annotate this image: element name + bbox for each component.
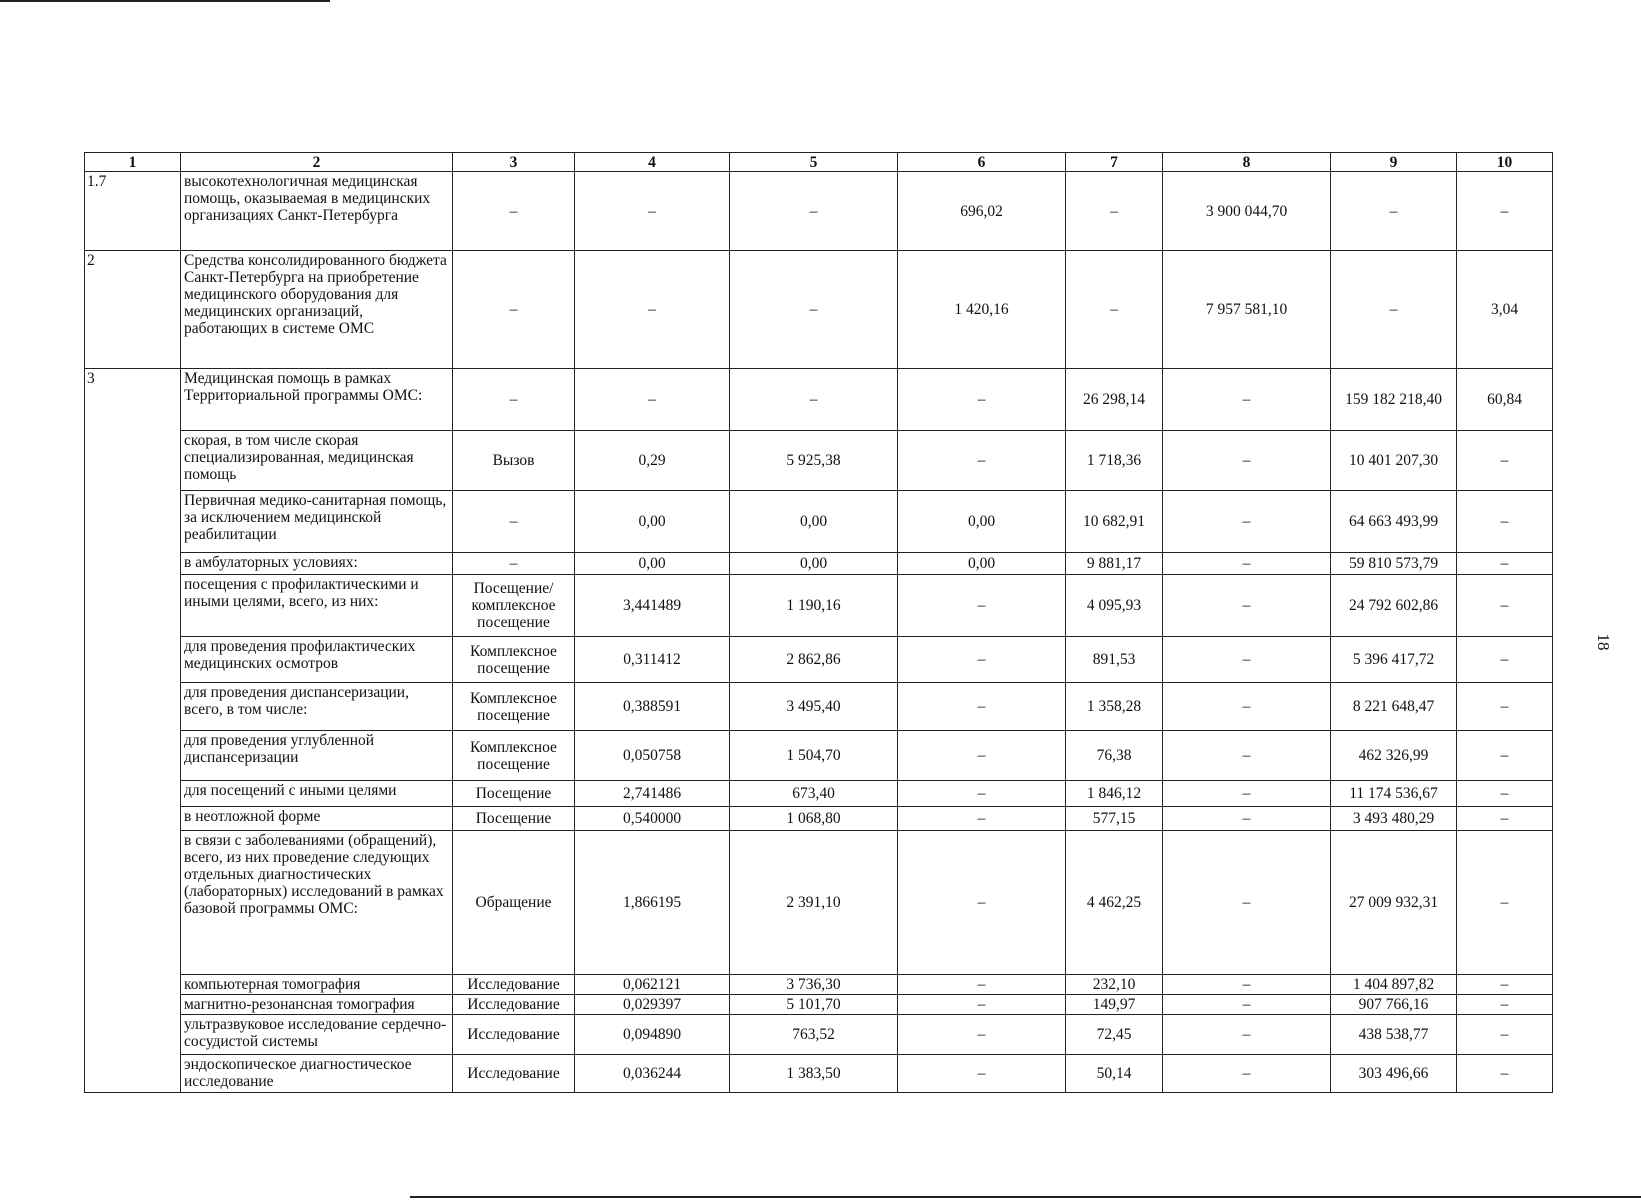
value-cell-10: – xyxy=(1457,553,1553,575)
value-cell-9: 59 810 573,79 xyxy=(1331,553,1457,575)
value-cell-8: – xyxy=(1163,637,1331,683)
value-cell-3: Посещение xyxy=(453,781,575,807)
row-name-cell: скорая, в том числе скорая специализированная, медицинская помощь xyxy=(181,431,453,491)
value-cell-4: 2,741486 xyxy=(575,781,730,807)
value-cell-9: 27 009 932,31 xyxy=(1331,831,1457,975)
value-cell-6: – xyxy=(898,637,1066,683)
value-cell-6: – xyxy=(898,975,1066,995)
value-cell-7: 1 718,36 xyxy=(1066,431,1163,491)
value-cell-8: – xyxy=(1163,831,1331,975)
header-cell-1: 1 xyxy=(85,153,181,172)
value-cell-10: – xyxy=(1457,807,1553,831)
value-cell-10: – xyxy=(1457,975,1553,995)
value-cell-4: 0,29 xyxy=(575,431,730,491)
value-cell-8: – xyxy=(1163,431,1331,491)
value-cell-5: 0,00 xyxy=(730,553,898,575)
value-cell-6: 0,00 xyxy=(898,491,1066,553)
row-name-cell: посещения с профилактическими и иными целями, всего, из них: xyxy=(181,575,453,637)
scan-edge-bottom xyxy=(410,1196,1641,1198)
value-cell-10: – xyxy=(1457,575,1553,637)
table-row xyxy=(85,995,1553,1015)
header-cell-7: 7 xyxy=(1066,153,1163,172)
value-cell-5: 2 391,10 xyxy=(730,831,898,975)
value-cell-6: – xyxy=(898,995,1066,1015)
value-cell-9: 10 401 207,30 xyxy=(1331,431,1457,491)
value-cell-9: 5 396 417,72 xyxy=(1331,637,1457,683)
row-name-cell: магнитно-резонансная томография xyxy=(181,995,453,1015)
value-cell-5: 3 495,40 xyxy=(730,683,898,731)
value-cell-3: Исследование xyxy=(453,1015,575,1055)
value-cell-9: 11 174 536,67 xyxy=(1331,781,1457,807)
row-name-cell: в неотложной форме xyxy=(181,807,453,831)
row-number-cell: 2 xyxy=(85,251,181,369)
value-cell-7: – xyxy=(1066,172,1163,251)
header-cell-5: 5 xyxy=(730,153,898,172)
value-cell-10: – xyxy=(1457,781,1553,807)
row-name-cell: Первичная медико-санитарная помощь, за исключением медицинской реабилитации xyxy=(181,491,453,553)
value-cell-9: 438 538,77 xyxy=(1331,1015,1457,1055)
value-cell-3: Комплексное посещение xyxy=(453,637,575,683)
value-cell-6: – xyxy=(898,369,1066,431)
value-cell-8: – xyxy=(1163,781,1331,807)
value-cell-4: 0,388591 xyxy=(575,683,730,731)
table-row xyxy=(85,683,1553,731)
value-cell-4: 0,540000 xyxy=(575,807,730,831)
value-cell-10: – xyxy=(1457,683,1553,731)
table-row xyxy=(85,251,1553,369)
value-cell-7: 1 846,12 xyxy=(1066,781,1163,807)
value-cell-8: – xyxy=(1163,975,1331,995)
value-cell-5: 1 068,80 xyxy=(730,807,898,831)
value-cell-8: – xyxy=(1163,995,1331,1015)
value-cell-3: – xyxy=(453,553,575,575)
value-cell-10: – xyxy=(1457,995,1553,1015)
table-row xyxy=(85,975,1553,995)
row-name-cell: Средства консолидированного бюджета Санкт-Петербурга на приобретение медицинского оборудования для медицинских организаций, работающих в системе ОМС xyxy=(181,251,453,369)
value-cell-7: 4 462,25 xyxy=(1066,831,1163,975)
value-cell-6: 696,02 xyxy=(898,172,1066,251)
value-cell-7: 4 095,93 xyxy=(1066,575,1163,637)
value-cell-6: – xyxy=(898,831,1066,975)
row-name-cell: в амбулаторных условиях: xyxy=(181,553,453,575)
value-cell-8: – xyxy=(1163,553,1331,575)
table-row xyxy=(85,807,1553,831)
value-cell-5: 5 925,38 xyxy=(730,431,898,491)
value-cell-5: – xyxy=(730,251,898,369)
row-name-cell: компьютерная томография xyxy=(181,975,453,995)
row-name-cell: в связи с заболеваниями (обращений), всего, из них проведение следующих отдельных диагностических (лабораторных) исследований в рамках базовой программы ОМС: xyxy=(181,831,453,975)
value-cell-5: – xyxy=(730,172,898,251)
value-cell-9: 1 404 897,82 xyxy=(1331,975,1457,995)
table-row xyxy=(85,491,1553,553)
value-cell-4: – xyxy=(575,172,730,251)
table-row xyxy=(85,831,1553,975)
value-cell-6: – xyxy=(898,1055,1066,1093)
row-name-cell: ультразвуковое исследование сердечно-сосудистой системы xyxy=(181,1015,453,1055)
table-row xyxy=(85,553,1553,575)
row-name-cell: для проведения углубленной диспансеризации xyxy=(181,731,453,781)
value-cell-8: – xyxy=(1163,491,1331,553)
value-cell-6: – xyxy=(898,431,1066,491)
row-name-cell: высокотехнологичная медицинская помощь, оказываемая в медицинских организациях Санкт-Петербурга xyxy=(181,172,453,251)
value-cell-7: 10 682,91 xyxy=(1066,491,1163,553)
table-row xyxy=(85,731,1553,781)
value-cell-3: – xyxy=(453,369,575,431)
value-cell-10: – xyxy=(1457,637,1553,683)
table-row xyxy=(85,575,1553,637)
value-cell-10: – xyxy=(1457,431,1553,491)
value-cell-3: Комплексное посещение xyxy=(453,731,575,781)
table-row xyxy=(85,637,1553,683)
value-cell-7: 76,38 xyxy=(1066,731,1163,781)
value-cell-8: 7 957 581,10 xyxy=(1163,251,1331,369)
value-cell-3: Исследование xyxy=(453,975,575,995)
value-cell-3: – xyxy=(453,251,575,369)
value-cell-7: 1 358,28 xyxy=(1066,683,1163,731)
header-cell-2: 2 xyxy=(181,153,453,172)
header-cell-9: 9 xyxy=(1331,153,1457,172)
value-cell-10: – xyxy=(1457,831,1553,975)
value-cell-9: 3 493 480,29 xyxy=(1331,807,1457,831)
value-cell-8: – xyxy=(1163,1015,1331,1055)
value-cell-8: – xyxy=(1163,1055,1331,1093)
value-cell-7: 50,14 xyxy=(1066,1055,1163,1093)
value-cell-3: – xyxy=(453,172,575,251)
value-cell-7: 891,53 xyxy=(1066,637,1163,683)
value-cell-5: – xyxy=(730,369,898,431)
value-cell-4: 0,029397 xyxy=(575,995,730,1015)
value-cell-9: 8 221 648,47 xyxy=(1331,683,1457,731)
row-number-cell: 1.7 xyxy=(85,172,181,251)
header-cell-4: 4 xyxy=(575,153,730,172)
value-cell-10: – xyxy=(1457,731,1553,781)
table-row xyxy=(85,1015,1553,1055)
value-cell-4: 3,441489 xyxy=(575,575,730,637)
value-cell-10: 60,84 xyxy=(1457,369,1553,431)
value-cell-6: – xyxy=(898,807,1066,831)
page-number: 18 xyxy=(1594,633,1613,651)
value-cell-5: 0,00 xyxy=(730,491,898,553)
value-cell-4: 0,094890 xyxy=(575,1015,730,1055)
value-cell-5: 673,40 xyxy=(730,781,898,807)
value-cell-9: 462 326,99 xyxy=(1331,731,1457,781)
table-row xyxy=(85,1055,1553,1093)
value-cell-7: 72,45 xyxy=(1066,1015,1163,1055)
value-cell-5: 763,52 xyxy=(730,1015,898,1055)
value-cell-5: 5 101,70 xyxy=(730,995,898,1015)
value-cell-8: 3 900 044,70 xyxy=(1163,172,1331,251)
value-cell-7: 577,15 xyxy=(1066,807,1163,831)
value-cell-4: 1,866195 xyxy=(575,831,730,975)
value-cell-6: 1 420,16 xyxy=(898,251,1066,369)
value-cell-6: – xyxy=(898,683,1066,731)
value-cell-3: Вызов xyxy=(453,431,575,491)
value-cell-10: 3,04 xyxy=(1457,251,1553,369)
value-cell-7: 26 298,14 xyxy=(1066,369,1163,431)
table-row xyxy=(85,431,1553,491)
value-cell-5: 1 383,50 xyxy=(730,1055,898,1093)
value-cell-7: 149,97 xyxy=(1066,995,1163,1015)
value-cell-4: 0,311412 xyxy=(575,637,730,683)
value-cell-4: – xyxy=(575,369,730,431)
value-cell-4: 0,036244 xyxy=(575,1055,730,1093)
value-cell-5: 3 736,30 xyxy=(730,975,898,995)
value-cell-3: Посещение xyxy=(453,807,575,831)
value-cell-4: 0,062121 xyxy=(575,975,730,995)
header-row xyxy=(85,153,1553,172)
value-cell-3: Исследование xyxy=(453,995,575,1015)
value-cell-6: – xyxy=(898,575,1066,637)
row-name-cell: эндоскопическое диагностическое исследование xyxy=(181,1055,453,1093)
row-name-cell: для посещений с иными целями xyxy=(181,781,453,807)
value-cell-3: – xyxy=(453,491,575,553)
value-cell-9: – xyxy=(1331,251,1457,369)
row-name-cell: Медицинская помощь в рамках Территориальной программы ОМС: xyxy=(181,369,453,431)
value-cell-6: – xyxy=(898,731,1066,781)
row-name-cell: для проведения диспансеризации, всего, в том числе: xyxy=(181,683,453,731)
value-cell-10: – xyxy=(1457,172,1553,251)
value-cell-3: Исследование xyxy=(453,1055,575,1093)
table-row xyxy=(85,172,1553,251)
row-name-cell: для проведения профилактических медицинских осмотров xyxy=(181,637,453,683)
table-body xyxy=(85,153,1553,1093)
value-cell-4: 0,050758 xyxy=(575,731,730,781)
row-number-cell: 3 xyxy=(85,369,181,1093)
value-cell-8: – xyxy=(1163,683,1331,731)
value-cell-5: 2 862,86 xyxy=(730,637,898,683)
value-cell-10: – xyxy=(1457,1015,1553,1055)
value-cell-6: – xyxy=(898,781,1066,807)
value-cell-6: – xyxy=(898,1015,1066,1055)
value-cell-8: – xyxy=(1163,575,1331,637)
value-cell-10: – xyxy=(1457,491,1553,553)
scan-edge-top xyxy=(0,0,330,2)
value-cell-6: 0,00 xyxy=(898,553,1066,575)
header-cell-8: 8 xyxy=(1163,153,1331,172)
value-cell-8: – xyxy=(1163,369,1331,431)
header-cell-10: 10 xyxy=(1457,153,1553,172)
value-cell-9: 24 792 602,86 xyxy=(1331,575,1457,637)
value-cell-3: Обращение xyxy=(453,831,575,975)
value-cell-4: – xyxy=(575,251,730,369)
table-row xyxy=(85,369,1553,431)
value-cell-7: 9 881,17 xyxy=(1066,553,1163,575)
value-cell-9: 159 182 218,40 xyxy=(1331,369,1457,431)
value-cell-8: – xyxy=(1163,807,1331,831)
value-cell-3: Комплексное посещение xyxy=(453,683,575,731)
header-cell-6: 6 xyxy=(898,153,1066,172)
budget-table xyxy=(84,152,1553,1093)
value-cell-9: – xyxy=(1331,172,1457,251)
value-cell-4: 0,00 xyxy=(575,491,730,553)
value-cell-8: – xyxy=(1163,731,1331,781)
value-cell-5: 1 504,70 xyxy=(730,731,898,781)
value-cell-7: – xyxy=(1066,251,1163,369)
table-row xyxy=(85,781,1553,807)
value-cell-9: 303 496,66 xyxy=(1331,1055,1457,1093)
header-cell-3: 3 xyxy=(453,153,575,172)
value-cell-5: 1 190,16 xyxy=(730,575,898,637)
value-cell-9: 907 766,16 xyxy=(1331,995,1457,1015)
value-cell-4: 0,00 xyxy=(575,553,730,575)
value-cell-9: 64 663 493,99 xyxy=(1331,491,1457,553)
value-cell-10: – xyxy=(1457,1055,1553,1093)
value-cell-7: 232,10 xyxy=(1066,975,1163,995)
value-cell-3: Посещение/ комплексное посещение xyxy=(453,575,575,637)
